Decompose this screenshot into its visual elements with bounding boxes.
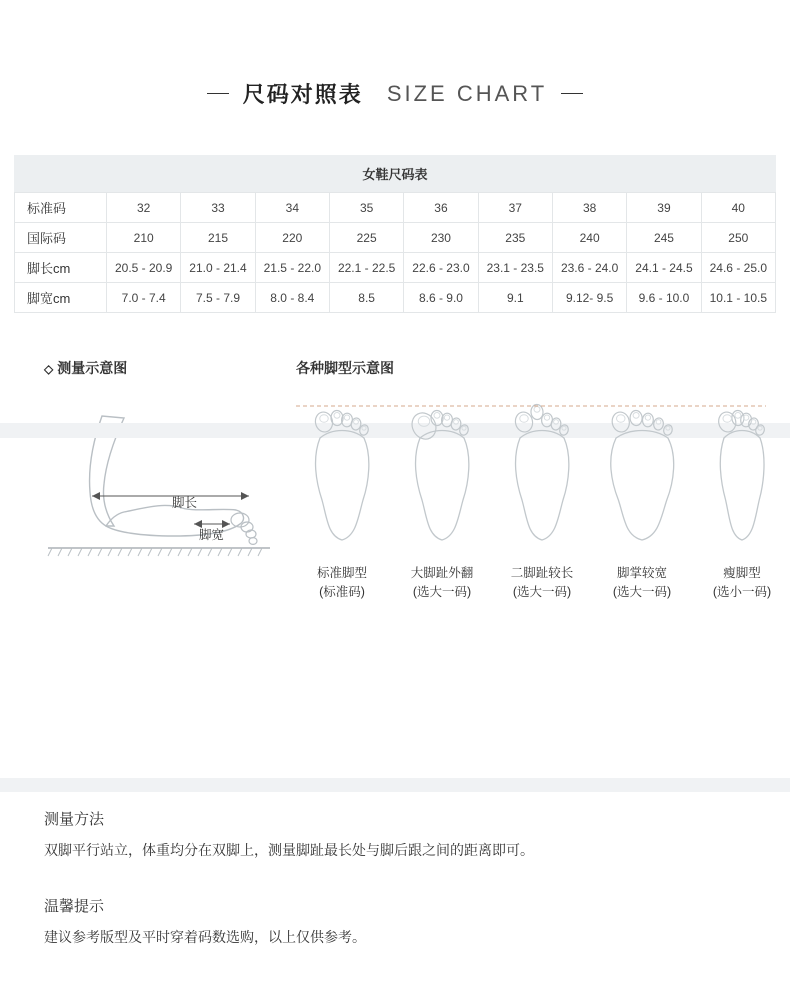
table-row [15, 253, 776, 283]
table-row-header: 标准码 [15, 193, 107, 223]
table-cell: 20.5 - 20.9 [107, 253, 181, 283]
table-cell: 34 [255, 193, 329, 223]
table-row [15, 193, 776, 223]
table-cell: 225 [329, 223, 403, 253]
foot-type-name: 大脚趾外翻 [410, 566, 474, 580]
table-cell: 23.6 - 24.0 [552, 253, 626, 283]
note-heading-1: 温馨提示 [44, 898, 105, 915]
measure-labels [44, 495, 284, 591]
table-cell: 22.6 - 23.0 [404, 253, 478, 283]
foot-type-item [596, 396, 688, 602]
foot-shapes-row [296, 396, 788, 602]
foot-type-name: 脚掌较宽 [616, 566, 667, 580]
foot-type-item [396, 396, 488, 602]
table-cell: 9.1 [478, 283, 552, 313]
table-cell: 9.6 - 10.0 [627, 283, 701, 313]
table-cell: 21.0 - 21.4 [181, 253, 255, 283]
table-cell: 40 [701, 193, 775, 223]
size-table-wrapper [14, 155, 776, 313]
measure-diagram-heading-text: 测量示意图 [57, 360, 128, 376]
divider-band-bottom [0, 778, 790, 792]
title-chinese: 尺码对照表 [242, 82, 363, 107]
foot-outline-illustration [498, 396, 586, 551]
table-cell: 230 [404, 223, 478, 253]
table-cell: 24.6 - 25.0 [701, 253, 775, 283]
table-cell: 23.1 - 23.5 [478, 253, 552, 283]
foot-outline-illustration [698, 396, 786, 551]
label-foot-width: 脚宽 [199, 528, 225, 542]
foot-type-item [696, 396, 788, 602]
foot-types-column [296, 358, 788, 602]
table-cell: 35 [329, 193, 403, 223]
table-cell: 220 [255, 223, 329, 253]
measure-diagram-heading [44, 358, 284, 378]
foot-outline-illustration [598, 396, 686, 551]
foot-type-note: (选大一码) [512, 585, 572, 599]
table-cell: 32 [107, 193, 181, 223]
foot-type-name: 标准脚型 [316, 566, 367, 580]
foot-types-heading: 各种脚型示意图 [296, 360, 394, 376]
size-table [14, 155, 776, 313]
table-cell: 250 [701, 223, 775, 253]
table-cell: 7.5 - 7.9 [181, 283, 255, 313]
table-row-header: 脚长cm [15, 253, 107, 283]
note-body-1: 建议参考版型及平时穿着码数选购，以上仅供参考。 [44, 929, 366, 945]
title-dash-right [561, 93, 583, 94]
title-english: SIZE CHART [386, 80, 548, 106]
table-cell: 240 [552, 223, 626, 253]
table-row-header: 国际码 [15, 223, 107, 253]
foot-type-name: 瘦脚型 [723, 566, 761, 580]
foot-type-note: (选小一码) [712, 585, 772, 599]
table-cell: 7.0 - 7.4 [107, 283, 181, 313]
diamond-icon: ◇ [44, 362, 54, 376]
diagram-section [0, 358, 790, 602]
foot-type-name: 二脚趾较长 [510, 566, 574, 580]
notes-section [44, 808, 746, 982]
foot-type-item [296, 396, 388, 602]
page-title [0, 78, 790, 109]
table-cell: 235 [478, 223, 552, 253]
foot-type-item [496, 396, 588, 602]
table-cell: 38 [552, 193, 626, 223]
table-cell: 8.6 - 9.0 [404, 283, 478, 313]
table-cell: 8.5 [329, 283, 403, 313]
label-foot-length: 脚长 [172, 496, 198, 510]
table-cell: 245 [627, 223, 701, 253]
table-cell: 8.0 - 8.4 [255, 283, 329, 313]
foot-outline-illustration [298, 396, 386, 551]
table-row [15, 223, 776, 253]
note-heading-0: 测量方法 [44, 811, 105, 828]
size-table-caption: 女鞋尺码表 [14, 155, 776, 192]
table-cell: 39 [627, 193, 701, 223]
foot-type-note: (选大一码) [412, 585, 472, 599]
alignment-dashed-line [296, 404, 766, 408]
table-cell: 33 [181, 193, 255, 223]
table-cell: 36 [404, 193, 478, 223]
foot-type-note: (选大一码) [612, 585, 672, 599]
table-cell: 9.12- 9.5 [552, 283, 626, 313]
measure-diagram-column [44, 358, 284, 591]
table-cell: 215 [181, 223, 255, 253]
table-cell: 37 [478, 193, 552, 223]
table-cell: 10.1 - 10.5 [701, 283, 775, 313]
size-table-body [15, 193, 776, 313]
table-cell: 22.1 - 22.5 [329, 253, 403, 283]
title-dash-left [207, 93, 229, 94]
table-cell: 24.1 - 24.5 [627, 253, 701, 283]
table-cell: 21.5 - 22.0 [255, 253, 329, 283]
foot-type-note: (标准码) [319, 585, 365, 599]
table-cell: 210 [107, 223, 181, 253]
table-row [15, 283, 776, 313]
foot-outline-illustration [398, 396, 486, 551]
note-body-0: 双脚平行站立，体重均分在双脚上，测量脚趾最长处与脚后跟之间的距离即可。 [44, 842, 534, 858]
table-row-header: 脚宽cm [15, 283, 107, 313]
